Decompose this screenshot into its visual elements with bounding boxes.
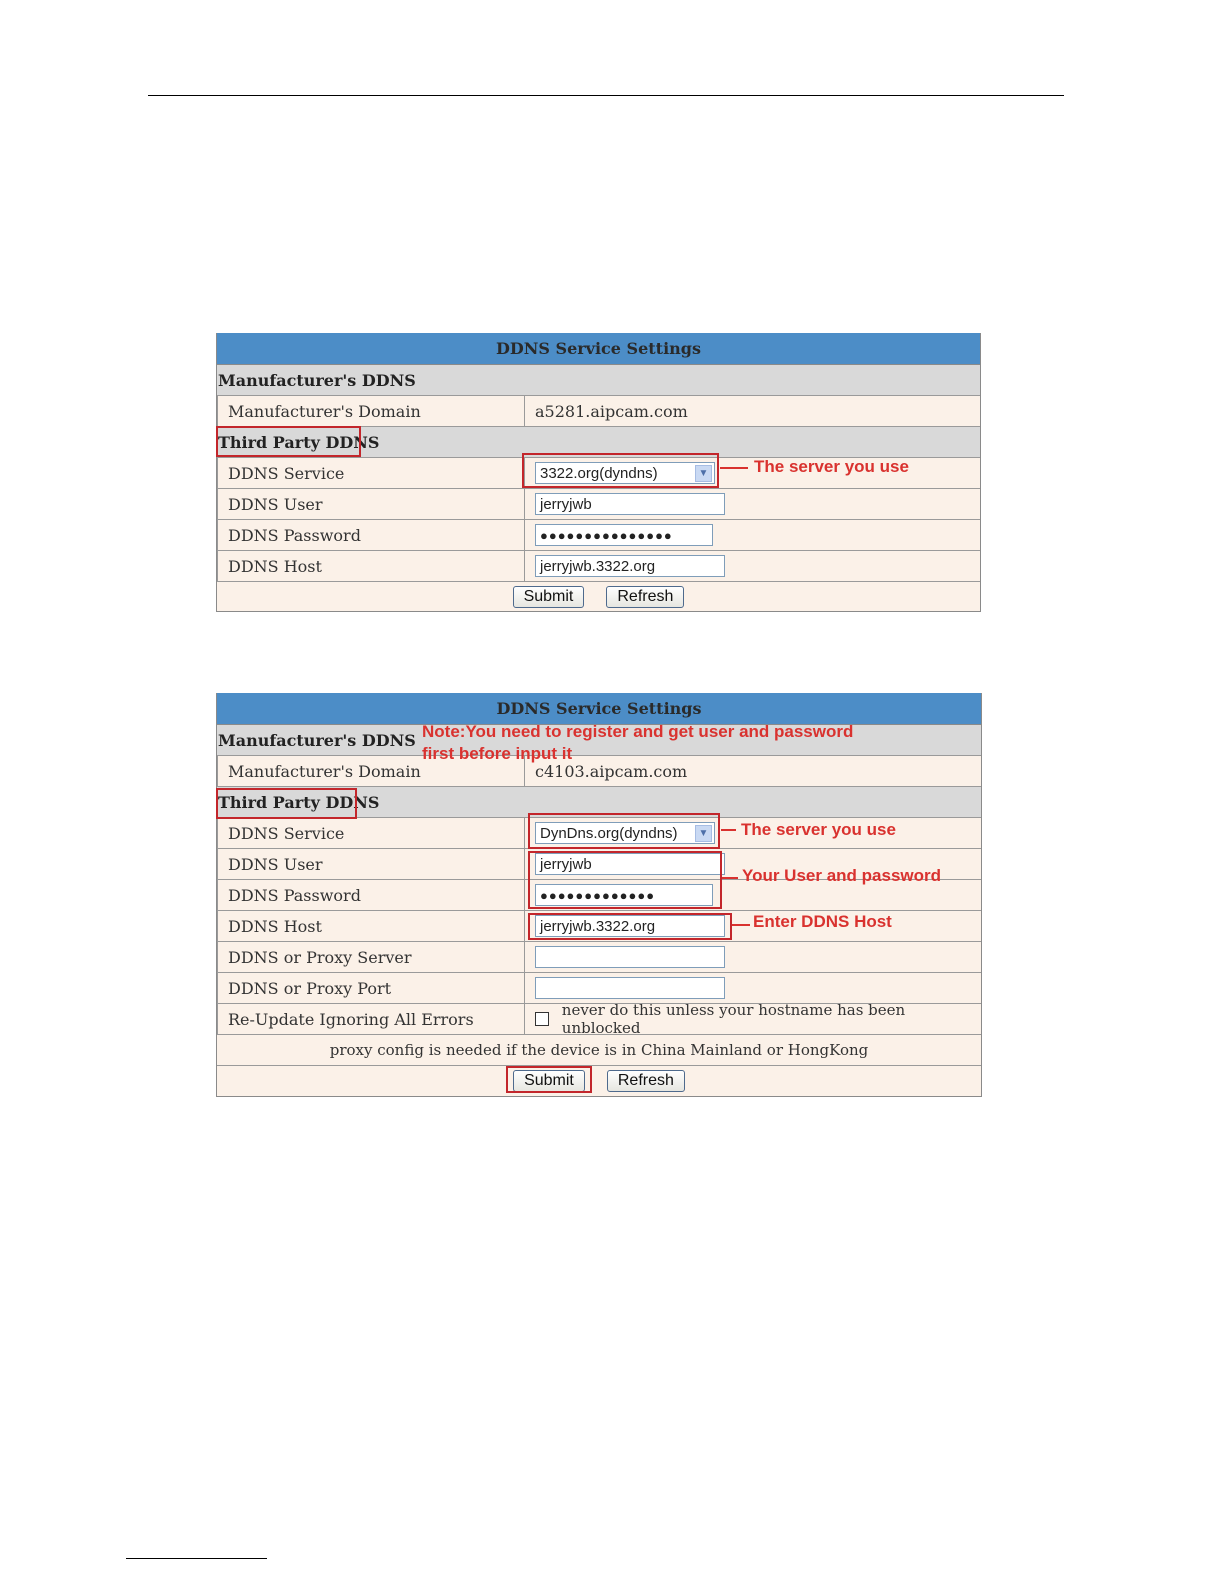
- third-party-ddns-heading: Third Party DDNS: [217, 787, 981, 818]
- ddns-host-row: [217, 551, 980, 582]
- button-row: [217, 1066, 981, 1096]
- refresh-button[interactable]: Refresh: [606, 586, 684, 608]
- user-password-highlight-box: [528, 851, 722, 909]
- reupdate-cell: [525, 1001, 981, 1037]
- proxy-port-cell: [525, 973, 981, 1003]
- ddns-user-input[interactable]: jerryjwb: [535, 853, 725, 875]
- ddns-user-input[interactable]: jerryjwb: [535, 493, 725, 515]
- submit-button[interactable]: Submit: [513, 1070, 585, 1092]
- host-highlight-box: [528, 913, 732, 940]
- panel-title: DDNS Service Settings: [217, 693, 981, 725]
- manufacturer-domain-value: a5281.aipcam.com: [525, 396, 980, 426]
- server-annotation: The server you use: [741, 820, 896, 839]
- third-party-highlight-box: [216, 426, 361, 457]
- ddns-user-label: DDNS User: [217, 849, 525, 879]
- reupdate-label: Re-Update Ignoring All Errors: [217, 1004, 525, 1034]
- manufacturer-domain-row: [217, 396, 980, 427]
- ddns-host-input[interactable]: jerryjwb.3322.org: [535, 555, 725, 577]
- button-row: [217, 582, 980, 611]
- ddns-password-label: DDNS Password: [217, 880, 525, 910]
- manufacturer-domain-label: Manufacturer's Domain: [217, 756, 525, 786]
- annotation-connector: [720, 467, 748, 469]
- manufacturer-ddns-heading: Manufacturer's DDNS: [217, 365, 980, 396]
- ddns-service-selected: 3322.org(dyndns): [540, 464, 658, 482]
- server-annotation: The server you use: [754, 457, 909, 476]
- proxy-note: proxy config is needed if the device is in China Mainland or HongKong: [217, 1035, 981, 1066]
- proxy-server-cell: [525, 942, 981, 972]
- reupdate-row: [217, 1001, 981, 1037]
- third-party-highlight-box: [216, 788, 357, 819]
- ddns-user-cell: [525, 489, 980, 519]
- register-note-line1: Note:You need to register and get user and password: [422, 722, 854, 741]
- page-header-rule: [148, 95, 1064, 96]
- annotation-connector: [722, 877, 738, 879]
- ddns-host-cell: [525, 551, 980, 581]
- manufacturer-domain-value: c4103.aipcam.com: [525, 756, 981, 786]
- service-highlight-box: [528, 813, 720, 849]
- ddns-password-label: DDNS Password: [217, 520, 525, 550]
- host-annotation: Enter DDNS Host: [753, 912, 892, 931]
- ddns-user-label: DDNS User: [217, 489, 525, 519]
- ddns-password-input[interactable]: ●●●●●●●●●●●●●●●: [535, 524, 713, 546]
- proxy-port-input[interactable]: [535, 977, 725, 999]
- chevron-down-icon[interactable]: ▼: [695, 465, 712, 482]
- submit-highlight-box: [506, 1066, 592, 1093]
- proxy-server-input[interactable]: [535, 946, 725, 968]
- register-note-line2: first before input it: [422, 744, 573, 763]
- service-highlight-box: [522, 453, 719, 488]
- reupdate-checkbox[interactable]: [535, 1012, 549, 1026]
- proxy-server-label: DDNS or Proxy Server: [217, 942, 525, 972]
- ddns-password-input[interactable]: ●●●●●●●●●●●●●: [535, 884, 713, 906]
- ddns-host-input[interactable]: jerryjwb.3322.org: [535, 915, 725, 937]
- ddns-service-label: DDNS Service: [217, 458, 525, 488]
- annotation-connector: [732, 924, 750, 926]
- third-party-ddns-heading: Third Party DDNS: [217, 427, 980, 458]
- ddns-service-label: DDNS Service: [217, 818, 525, 848]
- manufacturer-ddns-heading: Manufacturer's DDNS: [217, 725, 981, 756]
- reupdate-note: never do this unless your hostname has been unblocked: [561, 1001, 906, 1037]
- panel-title: DDNS Service Settings: [217, 333, 980, 365]
- proxy-port-label: DDNS or Proxy Port: [217, 973, 525, 1003]
- proxy-port-row: [217, 973, 981, 1004]
- ddns-host-label: DDNS Host: [217, 551, 525, 581]
- submit-button[interactable]: Submit: [513, 586, 585, 608]
- manufacturer-domain-label: Manufacturer's Domain: [217, 396, 525, 426]
- manufacturer-domain-row: [217, 756, 981, 787]
- ddns-service-selected: DynDns.org(dyndns): [540, 824, 678, 842]
- chevron-down-icon[interactable]: ▼: [695, 825, 712, 842]
- ddns-user-row: [217, 489, 980, 520]
- proxy-server-row: [217, 942, 981, 973]
- refresh-button[interactable]: Refresh: [607, 1070, 685, 1092]
- ddns-host-label: DDNS Host: [217, 911, 525, 941]
- annotation-connector: [721, 829, 736, 831]
- ddns-password-cell: [525, 520, 980, 550]
- footnote-rule: [126, 1558, 267, 1559]
- user-password-annotation: Your User and password: [742, 866, 942, 885]
- ddns-password-row: [217, 520, 980, 551]
